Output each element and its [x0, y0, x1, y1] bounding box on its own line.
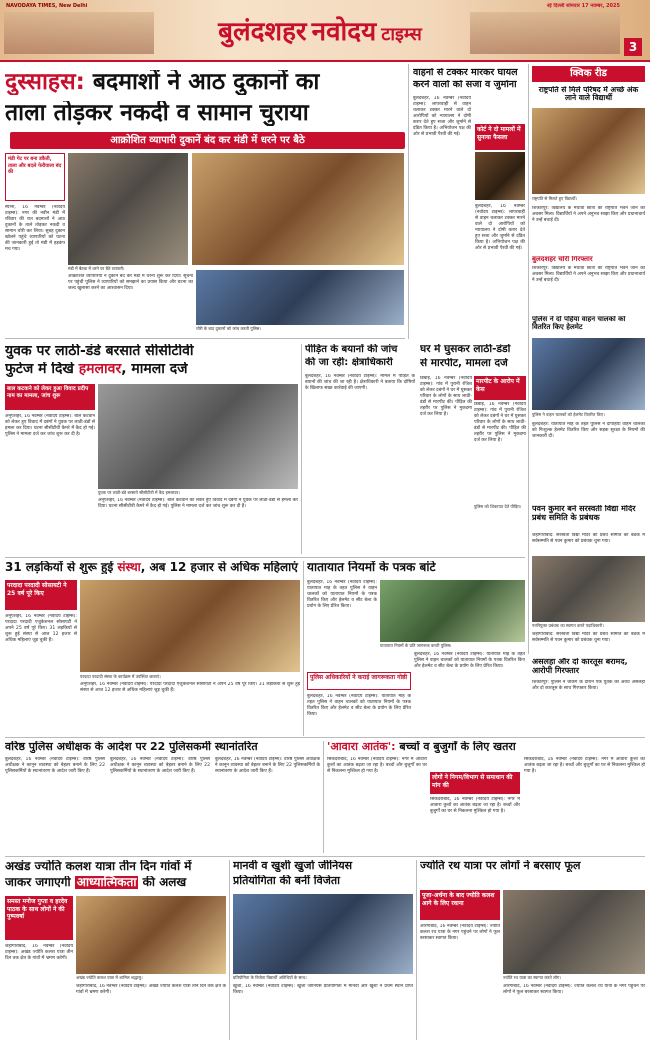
col-rule-7 [416, 860, 417, 1040]
page-number: 3 [624, 38, 642, 56]
home-headline-1: घर में घुसकर लाठी-डंडों [420, 344, 511, 355]
traffic-caption: यातायात नियमों के प्रति जागरूक करती पुलिस। [380, 643, 452, 648]
fine-gavel-photo [475, 152, 525, 200]
quick-read-headline: राष्ट्रपति से मिले परिषद में अच्छे अंक लाने वाले विद्यार्थी [538, 86, 639, 103]
pawan-headline: पवन कुमार बने सरस्वती विद्या मंदिर प्रबंध समिति के प्रबंधक [532, 505, 636, 522]
transfer-headline: वरिष्ठ पुलिस अधीक्षक के आदेश पर 22 पुलिसकर्मी स्थानांतरित [5, 741, 258, 753]
quick-read-item2: बुलंदशहर चोरी गिरफ्तार [532, 256, 593, 263]
masthead [0, 0, 650, 60]
fine-headline-1: वाहनों से टक्कर मारकर घायल [413, 68, 518, 78]
section-rule-2 [5, 737, 645, 738]
aslaha-body: शिकारपुर: पुलिस ने चेकिंग के दौरान एक युवक को अवैध असलहा और दो कारतूस के साथ गिरफ्तार किया। [532, 680, 645, 691]
section-rule-3 [5, 856, 645, 857]
quiz-photo [233, 894, 413, 974]
lead-photo-1 [68, 153, 188, 265]
pawan-caption: नवनियुक्त प्रबंधक का स्वागत करते पदाधिकारी। [532, 623, 604, 628]
girls-headline-accent: संस्था [117, 561, 141, 574]
yatra-headline-2b: आध्यात्मिकता [76, 876, 137, 889]
girls-photo [80, 580, 300, 672]
yatra-headline-2a: जाकर जगाएगी [5, 876, 75, 889]
cctv-photo [98, 384, 298, 489]
cctv-body: अनूपशहर, 16 नवम्बर (नवोदय टाइम्स): बाल कटवाने को लेकर हुए विवाद में दबंगों ने युवक पर लाठी-डंडों से हमला कर दिया। घटना सीसीटीवी कैमरे में कैद हो गई। पुलिस ने मामला दर्ज कर जांच शुरू कर दी है। [5, 414, 95, 437]
girls-headline [5, 561, 305, 574]
quiz-headline-1: मानवी व खुशी खुर्जा जीनियस [233, 860, 353, 872]
lead-photo-2 [192, 153, 404, 265]
dog-body-3: सिकंदराबाद, 16 नवम्बर (नवोदय टाइम्स): नगर में आवारा कुत्तों का आतंक बढ़ता जा रहा है। बच्चों और बुजुर्गों का घर से निकलना मुश्किल हो गया है। [524, 757, 645, 774]
col-rule-4 [303, 561, 304, 736]
lead-photo-1-caption: मंडी में बैठक में धरने पर बैठे व्यापारी। [68, 266, 125, 271]
lead-pull-quote: मंडी गेट पर बना डकैती, ताला और बदले फेरीवाला बंद की [5, 153, 65, 201]
traffic-body-2: बुलंदशहर, 16 नवम्बर (नवोदय टाइम्स): यातायात माह के तहत पुलिस ने वाहन चालकों को यातायात नियमों के पत्रक वितरित किए और हेलमेट व सीट बेल्ट के प्रयोग के लिए प्रेरित किया। [414, 652, 525, 669]
traffic-photo [380, 580, 525, 642]
fine-body-2: बुलंदशहर, 16 नवम्बर (नवोदय टाइम्स): लापरवाही से वाहन चलाकर टक्कर मारने वाले दो आरोपियों को न्यायालय ने दोषी करार देते हुए सजा और जुर्माने से दंडित किया है। अभियोजन पक्ष की ओर से प्रभावी पैरवी की गई। [475, 204, 525, 251]
masthead-top-left: NAVODAYA TIMES, New Delhi [6, 3, 88, 9]
lead-body-1: स्याना, 16 नवम्बर (नवोदय टाइम्स): नगर की नवीन मंडी में रविवार की रात बदमाशों ने आठ दुकानों के ताले तोड़कर नकदी व सामान चोरी कर लिया। सुबह दुकान खोलने पहुंचे व्यापारियों को घटना की जानकारी हुई तो मंडी में हड़कंप मच गया। [5, 205, 65, 252]
fine-box: कोर्ट ने दो मामलों में सुनाया फैसला [475, 124, 525, 150]
rath-body: औरंगाबाद, 16 नवम्बर (नवोदय टाइम्स): ज्योति कलश रथ यात्रा के नगर पहुंचने पर लोगों ने फूल बरसाकर स्वागत किया। [420, 924, 500, 941]
transfer-body-2: बुलंदशहर, 16 नवम्बर (नवोदय टाइम्स): वरिष्ठ पुलिस अधीक्षक ने कानून व्यवस्था को बेहतर बनाने के लिए 22 पुलिसकर्मियों के स्थानांतरण के आदेश जारी किए हैं। [110, 757, 210, 774]
lead-deck: आक्रोशित व्यापारी दुकानें बंद कर मंडी में धरने पर बैठे [10, 132, 405, 149]
quick-read-title: क्विक रीड [532, 66, 645, 82]
cctv-body-2: अनूपशहर, 16 नवम्बर (नवोदय टाइम्स): बाल कटवाने को लेकर हुए विवाद में दबंगों ने युवक पर लाठी-डंडों से हमला कर दिया। घटना सीसीटीवी कैमरे में कैद हो गई। पुलिस ने मामला दर्ज कर जांच शुरू कर दी है। [98, 498, 298, 509]
cctv-headline-1: युवक पर लाठी-डंडे बरसाते सीसीटीवी [5, 344, 194, 359]
lead-body-2: आक्रोशित व्यापारियों ने दुकानें बंद कर मंडी में धरना शुरू कर दिया। सूचना पर पहुंची पुलिस ने व्यापारियों को समझाने का प्रयास किया और घटना का जल्द खुलासा करने का आश्वासन दिया। [68, 274, 193, 291]
masthead-city: बुलंदशहर [218, 17, 307, 47]
yatra-body: जहांगीराबाद, 16 नवम्बर (नवोदय टाइम्स): अखंड ज्योति कलश यात्रा तीन दिन तक क्षेत्र के गांवों में भ्रमण करेगी। [5, 944, 73, 961]
fine-body: बुलंदशहर, 16 नवम्बर (नवोदय टाइम्स): लापरवाही से वाहन चलाकर टक्कर मारने वाले दो आरोपियों को न्यायालय ने दोषी करार देते हुए सजा और जुर्माने से दंडित किया है। अभियोजन पक्ष की ओर से प्रभावी पैरवी की गई। [413, 96, 471, 137]
girls-tag: परदादा परदादी सोसायटी ने 25 वर्ष पूरे किए [5, 580, 77, 610]
helmet-photo [532, 338, 645, 410]
masthead-suffix: टाइम्स [381, 24, 422, 45]
cctv-headline-2a: फुटेज में दिखे [5, 362, 79, 377]
dog-body-2: सिकंदराबाद, 16 नवम्बर (नवोदय टाइम्स): नगर में आवारा कुत्तों का आतंक बढ़ता जा रहा है। बच्चों और बुजुर्गों का घर से निकलना मुश्किल हो गया है। [430, 797, 520, 814]
yatra-body-2: जहांगीराबाद, 16 नवम्बर (नवोदय टाइम्स): अखंड ज्योति कलश यात्रा तीन दिन तक क्षेत्र के गांवों में भ्रमण करेगी। [76, 984, 226, 995]
col-rule-3 [301, 344, 302, 554]
girls-headline-2: , अब 12 हजार से अधिक महिलाएं [140, 561, 298, 574]
dog-headline [327, 741, 647, 753]
home-tag: मारपीट के आरोप में केस [474, 376, 526, 400]
traffic-body: बुलंदशहर, 16 नवम्बर (नवोदय टाइम्स): यातायात माह के तहत पुलिस ने वाहन चालकों को यातायात नियमों के पत्रक वितरित किए और हेलमेट व सीट बेल्ट के प्रयोग के लिए प्रेरित किया। [307, 580, 377, 609]
yatra-photo [76, 896, 226, 974]
fine-headline-2: करने वालों को सजा व जुर्माना [413, 80, 517, 90]
girls-body: अनूपशहर, 16 नवम्बर (नवोदय टाइम्स): परदादा परदादी एजुकेशनल सोसायटी ने अपने 25 वर्ष पूरे किए। 31 लड़कियों से शुरू हुई संस्था से आज 12 हजार से अधिक महिलाएं जुड़ चुकी हैं। [5, 614, 77, 643]
home-body-2: डिबाई, 16 नवम्बर (नवोदय टाइम्स): गांव में पुरानी रंजिश को लेकर दबंगों ने घर में घुसकर परिवार के लोगों के साथ लाठी-डंडों से मारपीट की। पीड़ित की तहरीर पर पुलिस ने मुकदमा दर्ज कर लिया है। [474, 402, 526, 443]
lead-kicker: दुस्साहस: [5, 70, 85, 95]
quiz-headline-2: प्रतियोगिता की बनीं विजेता [233, 875, 341, 887]
dog-body-1: सिकंदराबाद, 16 नवम्बर (नवोदय टाइम्स): नगर में आवारा कुत्तों का आतंक बढ़ता जा रहा है। बच्चों और बुजुर्गों का घर से निकलना मुश्किल हो गया है। [327, 757, 427, 774]
quick-read-body-2: शिकारपुर: विद्यालय के मेधावी छात्रों को राष्ट्रपति भवन जाने का अवसर मिला। विद्यार्थियों ने अपने अनुभव साझा किए और प्रधानाचार्य ने उन्हें बधाई दी। [532, 266, 645, 283]
masthead-date: नई दिल्ली सोमवार 17 नवम्बर, 2025 [546, 3, 620, 9]
girls-headline-1: 31 लड़कियों से शुरू हुई [5, 561, 118, 574]
yatra-caption: अखंड ज्योति कलश यात्रा में शामिल श्रद्धालु। [76, 975, 143, 980]
rath-tag: पूजा-अर्चना के बाद ज्योति कलश आगे के लिए रवाना [420, 890, 500, 920]
home-body: डिबाई, 16 नवम्बर (नवोदय टाइम्स): गांव में पुरानी रंजिश को लेकर दबंगों ने घर में घुसकर परिवार के लोगों के साथ लाठी-डंडों से मारपीट की। पीड़ित की तहरीर पर पुलिस ने मुकदमा दर्ज कर लिया है। [420, 376, 472, 417]
masthead-skyline-left [4, 12, 154, 54]
cctv-caption: युवक पर लाठी-डंडे बरसाते सीसीटीवी में कैद हमलावर। [98, 490, 180, 495]
home-caption: पुलिस को शिकायत देते पीड़ित। [474, 504, 522, 509]
col-rule-6 [229, 860, 230, 1040]
col-rule-1 [408, 64, 409, 339]
section-rule-1 [5, 557, 525, 558]
cctv-tag: बाल कटवाने को लेकर हुआ विवाद प्रदीप नाम का मामला, जांच शुरू [5, 384, 95, 410]
cctv-headline-2 [5, 362, 305, 377]
traffic-box: पुलिस अधिकारियों ने कराई जागरूकता गोष्ठी [307, 672, 411, 690]
rath-headline: ज्योति रथ यात्रा पर लोगों ने बरसाए फूल [420, 860, 581, 872]
quick-read-caption: राष्ट्रपति से मिलते हुए विद्यार्थी। [532, 196, 578, 201]
masthead-rule [0, 60, 650, 62]
transfer-body-3: बुलंदशहर, 16 नवम्बर (नवोदय टाइम्स): वरिष्ठ पुलिस अधीक्षक ने कानून व्यवस्था को बेहतर बनाने के लिए 22 पुलिसकर्मियों के स्थानांतरण के आदेश जारी किए हैं। [215, 757, 320, 774]
cctv-headline-2c: , मामला दर्ज [121, 362, 188, 377]
victim-headline-1: पीड़ित के बयानों की जांच [305, 344, 398, 355]
dog-box: लोगों ने निगम/विभाग से समाधान की मांग की [430, 772, 520, 794]
helmet-body: बुलंदशहर: यातायात माह के तहत पुलिस ने दोपहिया वाहन चालकों को निःशुल्क हेलमेट वितरित किए और सड़क सुरक्षा के नियमों की जानकारी दी। [532, 422, 645, 439]
quick-read-body: शिकारपुर: विद्यालय के मेधावी छात्रों को राष्ट्रपति भवन जाने का अवसर मिला। विद्यार्थियों ने अपने अनुभव साझा किए और प्रधानाचार्य ने उन्हें बधाई दी। [532, 206, 645, 223]
aslaha-headline: असलहा और दो कारतूस बरामद, आरोपी गिरफ्तार [532, 658, 628, 675]
victim-body: बुलंदशहर, 16 नवम्बर (नवोदय टाइम्स): मामले में पीड़ित के बयानों की जांच की जा रही है। क्षेत्राधिकारी ने बताया कि दोषियों के खिलाफ सख्त कार्रवाई की जाएगी। [305, 374, 415, 391]
girls-caption: परदादा परदादी संस्था के कार्यक्रम में उपस्थित छात्राएं। [80, 674, 161, 679]
yatra-headline-1: अखंड ज्योति कलश यात्रा तीन दिन गांवों में [5, 860, 192, 873]
masthead-title [170, 12, 470, 52]
quiz-caption: प्रतियोगिता के विजेता विद्यार्थी अतिथियों के साथ। [233, 975, 307, 980]
pawan-photo [532, 556, 645, 622]
rath-photo [503, 890, 645, 974]
rath-caption: ज्योति रथ यात्रा का स्वागत करते लोग। [503, 975, 561, 980]
cctv-headline-2b: हमलावर [78, 362, 122, 377]
victim-headline-2: की जा रही: क्षेत्राधिकारी [305, 357, 393, 368]
lead-photo-3-caption: चोरी के बाद दुकानों को जांच करती पुलिस। [196, 326, 261, 331]
quick-read-item3: पुलिस ने दो पहिया वाहन चालकों को वितरित किए हेलमेट [532, 316, 626, 331]
quiz-body: खुर्जा, 16 नवम्बर (नवोदय टाइम्स): खुर्जा जीनियस प्रतियोगिता में मानवी और खुशी ने प्रथम स्थान प्राप्त किया। [233, 984, 413, 995]
masthead-skyline-right [470, 12, 620, 54]
lead-rule-bottom [5, 338, 405, 339]
helmet-caption: पुलिस ने वाहन चालकों को हेलमेट वितरित किए। [532, 412, 605, 417]
masthead-brand: नवोदय [311, 17, 377, 47]
traffic-body-3: बुलंदशहर, 16 नवम्बर (नवोदय टाइम्स): यातायात माह के तहत पुलिस ने वाहन चालकों को यातायात नियमों के पत्रक वितरित किए और हेलमेट व सीट बेल्ट के प्रयोग के लिए प्रेरित किया। [307, 694, 411, 717]
traffic-headline: यातायात नियमों के पत्रक बांटे [307, 561, 436, 574]
dog-headline-q: 'आवारा आतंक': [327, 741, 396, 753]
lead-photo-3 [196, 270, 404, 325]
transfer-body-1: बुलंदशहर, 16 नवम्बर (नवोदय टाइम्स): वरिष्ठ पुलिस अधीक्षक ने कानून व्यवस्था को बेहतर बनाने के लिए 22 पुलिसकर्मियों के स्थानांतरण के आदेश जारी किए हैं। [5, 757, 105, 774]
lead-headline-2: ताला तोड़कर नकदी व सामान चुराया [5, 101, 309, 126]
yatra-tag: समस्त मनोज गुप्ता व हरदेव पाठक के साथ लोगों ने की पुष्पवर्षा [5, 896, 73, 940]
pawan-body-2: जहांगीराबाद: सरस्वती विद्या मंदिर की प्रबंध समिति की बैठक में सर्वसम्मति से पवन कुमार को प्रबंधक चुना गया। [532, 632, 645, 643]
home-headline-2: से मारपीट, मामला दर्ज [420, 358, 508, 369]
lead-headline-1 [5, 70, 405, 95]
girls-body-2: अनूपशहर, 16 नवम्बर (नवोदय टाइम्स): परदादा परदादी एजुकेशनल सोसायटी ने अपने 25 वर्ष पूरे किए। 31 लड़कियों से शुरू हुई संस्था से आज 12 हजार से अधिक महिलाएं जुड़ चुकी हैं। [80, 682, 300, 693]
col-rule-2 [528, 64, 529, 654]
yatra-headline-2c: की अलख [138, 876, 187, 889]
quick-read-photo [532, 108, 645, 194]
dog-headline-text: बच्चों व बुजुर्गों के लिए खतरा [395, 741, 516, 753]
rath-body-2: औरंगाबाद, 16 नवम्बर (नवोदय टाइम्स): ज्योति कलश रथ यात्रा के नगर पहुंचने पर लोगों ने फूल बरसाकर स्वागत किया। [503, 984, 645, 995]
lead-headline-1-text: बदमाशों ने आठ दुकानों का [84, 70, 320, 95]
pawan-body: जहांगीराबाद: सरस्वती विद्या मंदिर की प्रबंध समिति की बैठक में सर्वसम्मति से पवन कुमार को प्रबंधक चुना गया। [532, 533, 645, 544]
col-rule-5 [323, 741, 324, 853]
